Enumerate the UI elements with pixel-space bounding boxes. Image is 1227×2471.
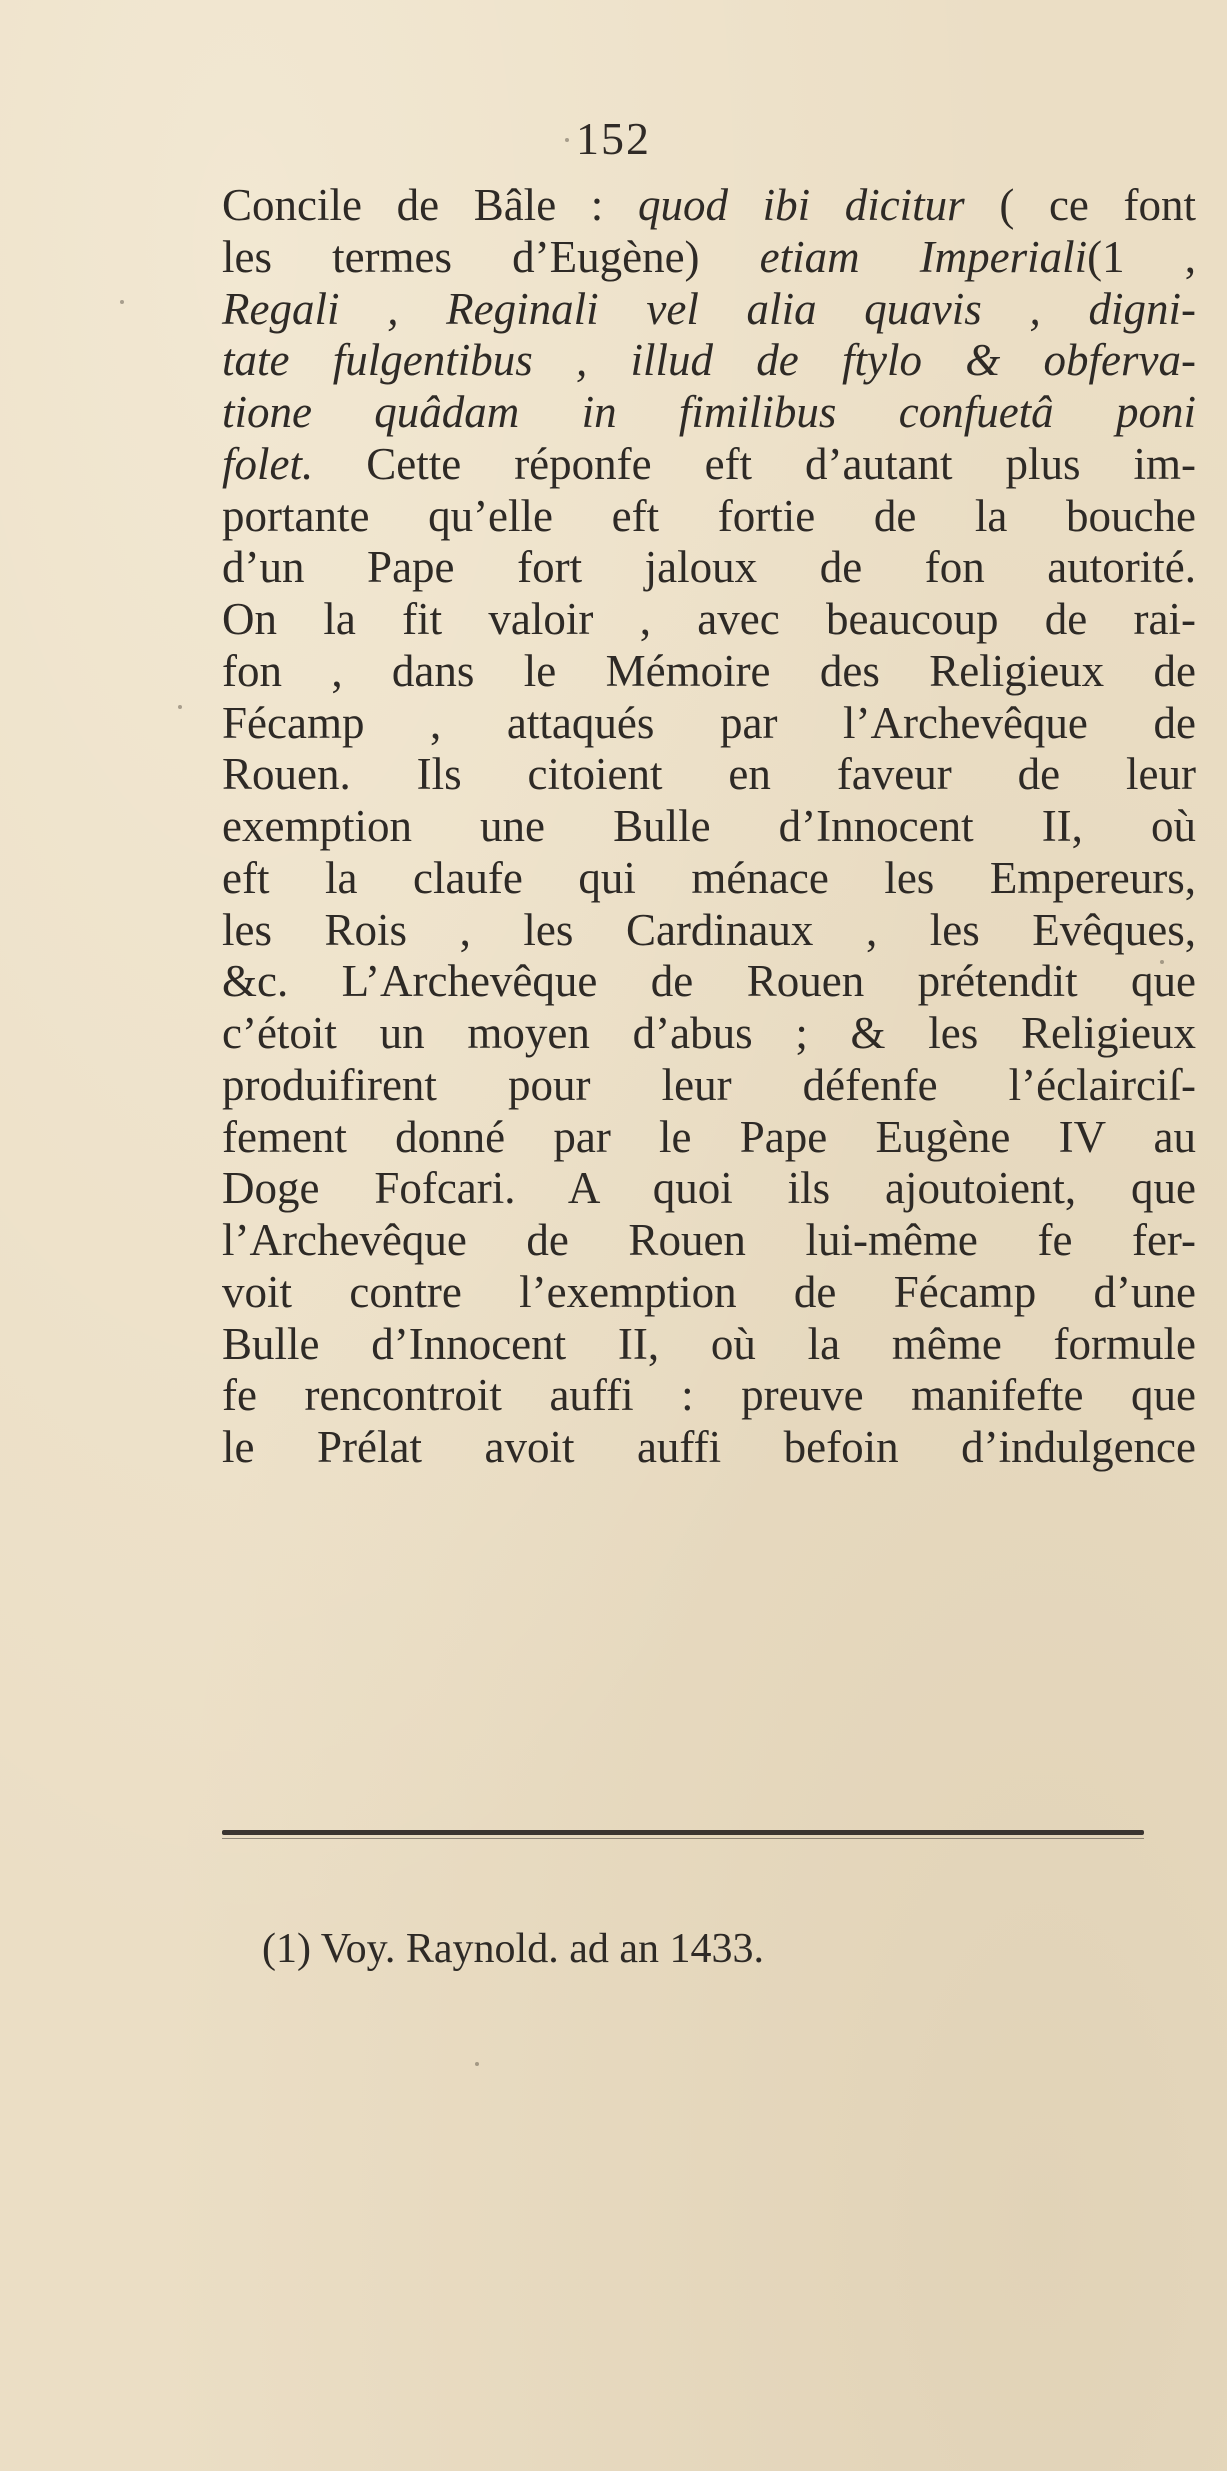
text-line [222, 1112, 1196, 1164]
text-segment: eft la claufe qui ménace les Empereurs, [222, 852, 1196, 903]
text-line [222, 646, 1196, 698]
footnote: (1) Voy. Raynold. ad an 1433. [262, 1926, 765, 1972]
footnote-separator-rule [222, 1830, 1144, 1835]
text-line [222, 1422, 1196, 1474]
text-segment: l’Archevêque de Rouen lui-même fe fer- [222, 1215, 1196, 1265]
text-line [222, 801, 1196, 853]
paper-speck [178, 705, 182, 709]
text-line [222, 1319, 1196, 1371]
text-segment: fement donné par le Pape Eugène IV au [222, 1111, 1196, 1162]
paper-speck [475, 2062, 479, 2066]
text-line [222, 594, 1196, 646]
page-number: 152 [576, 113, 651, 164]
text-line [222, 905, 1196, 957]
paper-speck [120, 300, 124, 304]
text-segment: Rouen. Ils citoient en faveur de leur [222, 749, 1196, 800]
italic-text-segment: tate fulgentibus , illud de ftylo & obferva- [222, 335, 1196, 386]
text-line [222, 180, 1196, 232]
text-segment: (1 , [1087, 231, 1196, 282]
text-segment: voit contre l’exemption de Fécamp d’une [222, 1266, 1196, 1317]
text-segment: produifirent pour leur défenfe l’éclairciſ- [222, 1059, 1196, 1110]
text-line [222, 335, 1196, 387]
text-segment: On la fit valoir , avec beaucoup de rai- [222, 594, 1196, 644]
paper-speck [565, 138, 569, 142]
paper-speck [1160, 960, 1164, 964]
text-line [222, 1215, 1196, 1267]
italic-text-segment: etiam Imperiali [759, 231, 1088, 282]
body-text [222, 180, 1196, 1474]
text-line [222, 956, 1196, 1008]
text-segment: fe rencontroit auffi : preuve manifefte que [222, 1370, 1196, 1421]
text-line [222, 387, 1196, 439]
italic-text-segment: tione quâdam in fimilibus confuetâ poni [222, 387, 1196, 437]
text-segment: Cette réponfe eft d’autant plus im- [313, 438, 1196, 489]
text-line [222, 284, 1196, 336]
text-segment: exemption une Bulle d’Innocent II, où [222, 801, 1196, 851]
text-segment: c’étoit un moyen d’abus ; & les Religieux [222, 1008, 1196, 1058]
text-segment: Bulle d’Innocent II, où la même formule [222, 1318, 1196, 1369]
text-segment: &c. L’Archevêque de Rouen prétendit que [222, 956, 1196, 1007]
text-segment: d’un Pape fort jaloux de fon autorité. [222, 542, 1196, 593]
text-segment: Doge Fofcari. A quoi ils ajoutoient, que [222, 1163, 1196, 1214]
text-line [222, 1060, 1196, 1112]
text-line [222, 491, 1196, 543]
text-line [222, 749, 1196, 801]
text-line [222, 1163, 1196, 1215]
italic-text-segment: quod ibi dicitur [637, 180, 965, 230]
text-segment: le Prélat avoit auffi befoin d’indulgence [222, 1422, 1196, 1472]
text-line [222, 698, 1196, 750]
text-line [222, 1370, 1196, 1422]
italic-text-segment: folet. [222, 438, 314, 489]
text-segment: ( ce font [964, 180, 1197, 230]
text-segment: Concile de Bâle : [222, 180, 638, 230]
italic-text-segment: Regali , Reginali vel alia quavis , digni- [222, 283, 1196, 334]
text-segment: fon , dans le Mémoire des Religieux de [222, 645, 1196, 696]
text-segment: les Rois , les Cardinaux , les Evêques, [222, 904, 1196, 955]
text-line [222, 439, 1196, 491]
text-line [222, 853, 1196, 905]
text-segment: Fécamp , attaqués par l’Archevêque de [222, 697, 1196, 748]
text-segment: portante qu’elle eft fortie de la bouche [222, 490, 1196, 541]
text-line [222, 1267, 1196, 1319]
text-line [222, 542, 1196, 594]
text-line [222, 1008, 1196, 1060]
text-line [222, 232, 1196, 284]
text-segment: les termes d’Eugène) [222, 231, 760, 282]
footnote-separator-rule-thin [222, 1838, 1144, 1839]
